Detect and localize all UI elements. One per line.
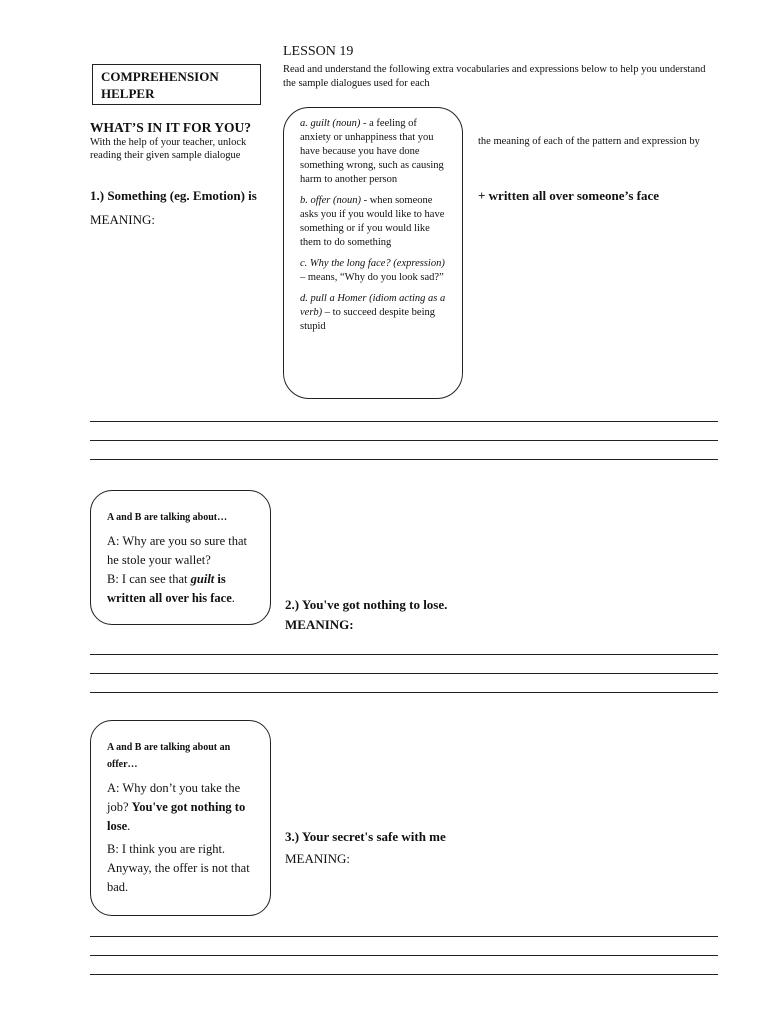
sample-dialogue-box (90, 490, 271, 625)
question-2-title: 2.) You've got nothing to lose. (285, 597, 448, 612)
question-3-meaning-label: MEANING: (285, 851, 350, 866)
question-3-title: 3.) Your secret's safe with me (285, 829, 446, 844)
answer-line[interactable] (90, 955, 718, 956)
answer-line[interactable] (90, 440, 718, 441)
vocab-definition: - when someone asks you if you would like to have something or if you would like them to do something (300, 195, 445, 248)
dialogue-line-a: A: Why don’t you take the job? You've got nothing to lose. (107, 781, 246, 833)
vocab-definition: – means, “Why do you look sad?” (300, 272, 444, 283)
question-1-meaning-label: MEANING: (90, 212, 155, 227)
answer-line[interactable] (90, 974, 718, 975)
vocabulary-box (283, 107, 463, 399)
answer-line[interactable] (90, 936, 718, 937)
vocab-item (300, 117, 446, 187)
sample-dialogue-box (90, 720, 271, 916)
vocab-definition: – to succeed despite being stupid (300, 307, 435, 332)
dialogue-heading: A and B are talking about an offer… (107, 742, 231, 770)
dialogue-line-a: A: Why are you so sure that he stole your wallet? (107, 534, 248, 567)
meaning-intro-text: the meaning of each of the pattern and expression by (478, 136, 700, 147)
vocab-item (300, 292, 446, 334)
vocab-definition: - a feeling of anxiety or unhappiness that you have because you have done something wrong, such as causing harm to another person (300, 118, 444, 185)
answer-line[interactable] (90, 654, 718, 655)
section-intro-text: With the help of your teacher, unlock reading their given sample dialogue (90, 137, 247, 161)
question-2-meaning-label: MEANING: (285, 617, 354, 632)
lesson-title: LESSON 19 (283, 44, 354, 59)
vocab-term: b. offer (noun) (300, 195, 361, 206)
vocab-term: a. guilt (noun) (300, 118, 361, 129)
dialogue-heading: A and B are talking about… (107, 512, 228, 523)
instructions-text: Read and understand the following extra vocabularies and expressions below to help you understand the sample dialogues used for each (283, 64, 706, 89)
dialogue-line-b: B: I think you are right. Anyway, the offer is not that bad. (107, 842, 250, 894)
vocab-term: c. Why the long face? (expression) (300, 258, 445, 269)
question-1-title: 1.) Something (eg. Emotion) is (90, 188, 257, 203)
answer-line[interactable] (90, 692, 718, 693)
answer-line[interactable] (90, 673, 718, 674)
section-title: WHAT’S IN IT FOR YOU? (90, 120, 252, 135)
comprehension-helper-box: COMPREHENSION HELPER (92, 64, 261, 105)
dialogue-line-b: B: I can see that guilt is written all over his face. (107, 572, 235, 605)
answer-line[interactable] (90, 459, 718, 460)
vocab-item (300, 194, 446, 250)
vocab-item (300, 257, 446, 285)
question-1-pattern: + written all over someone’s face (478, 188, 660, 203)
vocab-term: d. pull a Homer (idiom acting as a verb) (300, 293, 446, 318)
answer-line[interactable] (90, 421, 718, 422)
